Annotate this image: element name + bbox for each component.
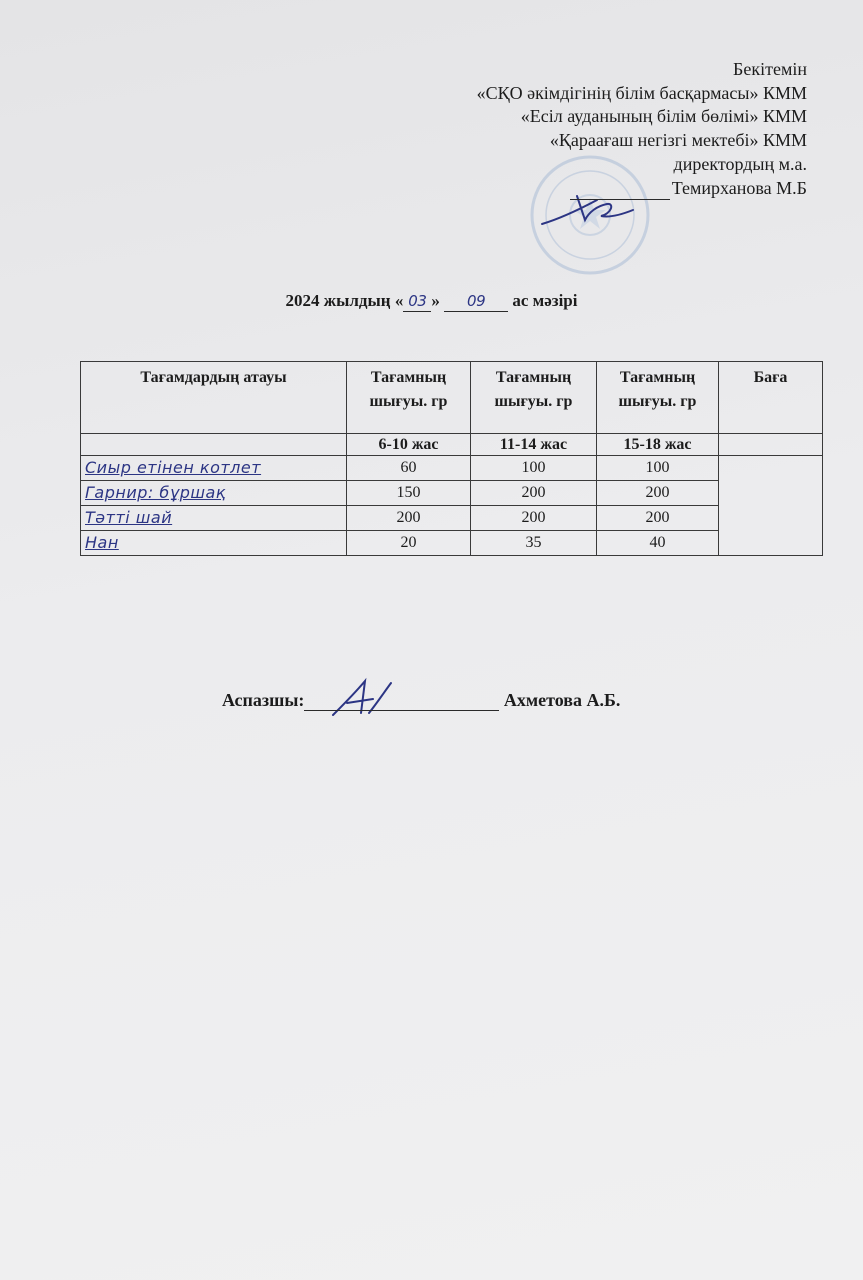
table-row (81, 531, 823, 556)
dish-cell (81, 481, 347, 506)
yield-11-14: 200 (471, 506, 597, 531)
approval-position: директордың м.а. (673, 153, 807, 174)
price-cell (719, 434, 823, 456)
title-suffix: ас мәзірі (512, 291, 578, 310)
yield-11-14: 100 (471, 456, 597, 481)
table-row (81, 506, 823, 531)
title-prefix: 2024 жылдың « (285, 291, 404, 310)
yield-15-18: 200 (597, 481, 719, 506)
title-middle: » (431, 291, 440, 310)
yield-15-18: 40 (597, 531, 719, 556)
dish-name: Гарнир: бұршақ (85, 483, 226, 502)
approval-heading: Бекітемін (733, 59, 807, 79)
age-empty-cell (81, 434, 347, 456)
title-day: 03 (408, 292, 427, 310)
header-yield-1: Тағамның шығуы. гр (347, 362, 471, 434)
cook-signature-line (304, 690, 499, 711)
table-row (81, 456, 823, 481)
age-11-14: 11-14 жас (471, 434, 597, 456)
age-row (81, 434, 823, 456)
yield-6-10: 60 (347, 456, 471, 481)
cook-line (222, 690, 620, 711)
approval-block (347, 58, 807, 200)
header-dish-name: Тағамдардың атауы (81, 362, 347, 434)
yield-6-10: 150 (347, 481, 471, 506)
yield-11-14: 35 (471, 531, 597, 556)
yield-15-18: 100 (597, 456, 719, 481)
yield-6-10: 20 (347, 531, 471, 556)
approval-org-district: «Есіл ауданының білім бөлімі» КММ (520, 106, 807, 127)
header-price: Баға (719, 362, 823, 434)
cook-name: Ахметова А.Б. (503, 690, 621, 710)
title-month: 09 (467, 292, 486, 310)
yield-6-10: 200 (347, 506, 471, 531)
dish-cell (81, 456, 347, 481)
header-yield-3: Тағамның шығуы. гр (597, 362, 719, 434)
dish-name: Сиыр етінен котлет (85, 458, 262, 477)
yield-15-18: 200 (597, 506, 719, 531)
age-15-18: 15-18 жас (597, 434, 719, 456)
table-header-row (81, 362, 823, 434)
dish-name: Тәтті шай (85, 508, 173, 527)
dish-cell (81, 531, 347, 556)
table-row (81, 481, 823, 506)
cook-label: Аспазшы: (222, 690, 305, 710)
approval-org-school: «Қараағаш негізгі мектебі» КММ (549, 130, 807, 151)
yield-11-14: 200 (471, 481, 597, 506)
price-cell-merged (719, 456, 823, 556)
dish-name: Нан (85, 533, 119, 552)
title-month-blank (444, 291, 508, 312)
approval-director-line (347, 177, 807, 201)
age-6-10: 6-10 жас (347, 434, 471, 456)
menu-title (0, 291, 863, 312)
director-name: Темирханова М.Б (671, 177, 807, 198)
signature-line (570, 179, 670, 200)
dish-cell (81, 506, 347, 531)
menu-table (80, 361, 823, 556)
approval-org-regional: «СҚО әкімдігінің білім басқармасы» КММ (476, 82, 807, 103)
title-day-blank (403, 291, 431, 312)
header-yield-2: Тағамның шығуы. гр (471, 362, 597, 434)
